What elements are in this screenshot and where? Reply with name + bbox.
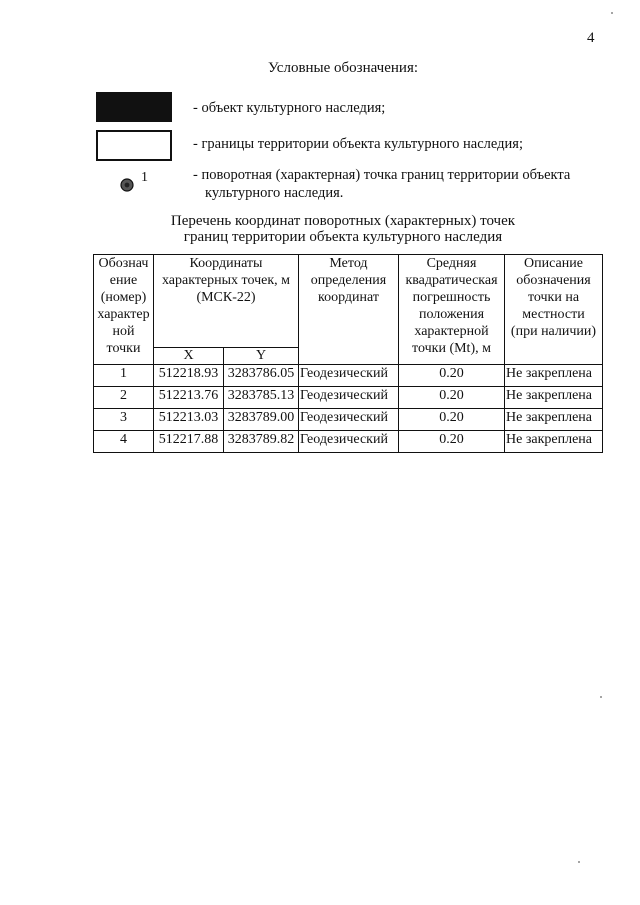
header-error-line: квадратическая	[405, 273, 498, 288]
header-description-line: обозначения	[516, 273, 591, 288]
header-designation-line: характер	[97, 307, 150, 322]
header-error	[399, 255, 505, 365]
header-coordinates	[154, 255, 299, 348]
legend-point-label: 1	[141, 170, 148, 185]
header-coordinates-line: (МСК-22)	[196, 290, 256, 305]
cell-y: 3283786.05	[224, 365, 299, 387]
cell-method: Геодезический	[299, 365, 399, 387]
cell-method: Геодезический	[299, 431, 399, 453]
cell-method: Геодезический	[299, 409, 399, 431]
legend-item-territory-boundary: - границы территории объекта культурного наследия;	[193, 136, 523, 152]
header-description-line: местности	[522, 307, 585, 322]
header-x: X	[154, 348, 224, 365]
header-coordinates-line: характерных точек, м	[161, 273, 291, 288]
legend-item-turning-point	[193, 166, 613, 202]
cell-point-number: 4	[94, 431, 154, 453]
header-error-line: положения	[418, 307, 485, 322]
cell-x: 512213.76	[154, 387, 224, 409]
cell-error: 0.20	[399, 365, 505, 387]
scan-speck	[578, 861, 580, 863]
header-method-line: координат	[318, 290, 379, 305]
table-title-line1: Перечень координат поворотных (характерных) точек	[170, 213, 516, 229]
cell-error: 0.20	[399, 387, 505, 409]
legend-item-heritage-object: - объект культурного наследия;	[193, 100, 386, 116]
table-row	[94, 409, 603, 431]
cell-x: 512213.03	[154, 409, 224, 431]
coordinates-table	[93, 254, 603, 453]
cell-y: 3283789.82	[224, 431, 299, 453]
table-row	[94, 387, 603, 409]
cell-description: Не закреплена	[505, 409, 603, 431]
legend-title: Условные обозначения:	[267, 60, 419, 76]
table-row	[94, 365, 603, 387]
turning-point-marker-icon	[120, 178, 134, 192]
header-method-line: Метод	[329, 256, 368, 271]
header-error-line: точки (Mt), м	[412, 341, 491, 356]
page-number: 4	[587, 30, 595, 46]
cell-description: Не закреплена	[505, 365, 603, 387]
cell-point-number: 3	[94, 409, 154, 431]
cell-x: 512218.93	[154, 365, 224, 387]
header-designation	[94, 255, 154, 365]
outlined-rectangle-icon	[96, 130, 172, 161]
cell-error: 0.20	[399, 409, 505, 431]
header-method-line: определения	[310, 273, 387, 288]
header-designation-line: (номер)	[100, 290, 147, 305]
table-title-line2: границ территории объекта культурного наследия	[183, 229, 503, 245]
header-description	[505, 255, 603, 365]
header-description-line: (при наличии)	[510, 324, 597, 339]
table-title	[0, 213, 640, 245]
cell-method: Геодезический	[299, 387, 399, 409]
header-error-line: характерной	[414, 324, 489, 339]
scan-speck	[600, 696, 602, 698]
header-error-line: погрешность	[412, 290, 491, 305]
filled-black-rectangle-icon	[96, 92, 172, 122]
legend-item-turning-point-line1: - поворотная (характерная) точка границ территории объекта	[193, 167, 571, 183]
cell-y: 3283789.00	[224, 409, 299, 431]
cell-point-number: 2	[94, 387, 154, 409]
legend-item-turning-point-line2: культурного наследия.	[205, 185, 344, 201]
header-coordinates-line: Координаты	[189, 256, 263, 271]
cell-y: 3283785.13	[224, 387, 299, 409]
header-designation-line: Обознач	[98, 256, 149, 271]
table-row	[94, 431, 603, 453]
header-designation-line: ение	[109, 273, 138, 288]
header-method	[299, 255, 399, 365]
header-error-line: Средняя	[426, 256, 477, 271]
header-y: Y	[224, 348, 299, 365]
cell-description: Не закреплена	[505, 431, 603, 453]
cell-description: Не закреплена	[505, 387, 603, 409]
header-description-line: точки на	[527, 290, 580, 305]
cell-error: 0.20	[399, 431, 505, 453]
cell-point-number: 1	[94, 365, 154, 387]
cell-x: 512217.88	[154, 431, 224, 453]
header-designation-line: точки	[106, 341, 141, 356]
header-description-line: Описание	[524, 256, 583, 271]
scan-speck	[611, 12, 613, 14]
header-designation-line: ной	[112, 324, 135, 339]
